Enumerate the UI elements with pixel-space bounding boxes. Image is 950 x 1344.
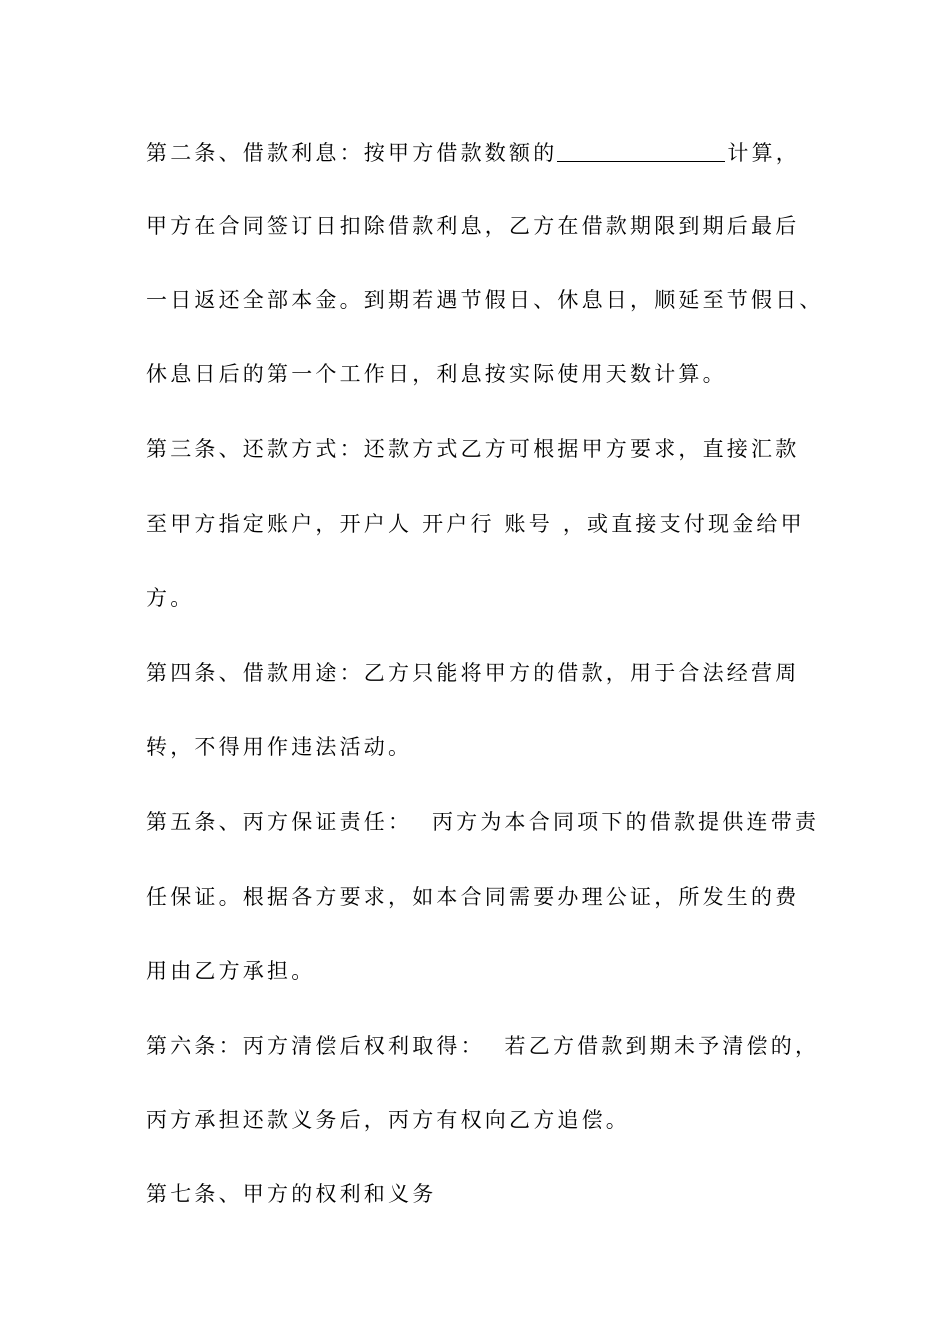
article-2-line-4: 休息日后的第一个工作日，利息按实际使用天数计算。 xyxy=(146,362,727,386)
article-3-line-3: 方。 xyxy=(146,586,195,610)
article-3-line-1: 第三条、还款方式：还款方式乙方可根据甲方要求，直接汇款 xyxy=(146,437,800,461)
article-5-line-3: 用由乙方承担。 xyxy=(146,959,316,983)
article-2-line-3: 一日返还全部本金。到期若遇节假日、休息日，顺延至节假日、 xyxy=(146,288,824,312)
article-4-line-2: 转，不得用作违法活动。 xyxy=(146,735,413,759)
article-3-line-2: 至甲方指定账户，开户人 开户行 账号 ，或直接支付现金给甲 xyxy=(146,512,805,536)
article-6-line-1: 第六条：丙方清偿后权利取得： 若乙方借款到期未予清偿的， xyxy=(146,1034,820,1058)
article-5-line-1: 第五条、丙方保证责任： 丙方为本合同项下的借款提供连带责 xyxy=(146,810,820,834)
article-5-line-2: 任保证。根据各方要求，如本合同需要办理公证，所发生的费 xyxy=(146,885,800,909)
article-6-line-2: 丙方承担还款义务后，丙方有权向乙方追偿。 xyxy=(146,1108,630,1132)
article-2-text-end: 计算， xyxy=(727,141,801,165)
article-2-line-1 xyxy=(146,136,846,170)
interest-rate-blank xyxy=(557,139,725,162)
article-4-line-1: 第四条、借款用途：乙方只能将甲方的借款，用于合法经营周 xyxy=(146,661,800,685)
article-2-text-start: 第二条、借款利息：按甲方借款数额的 xyxy=(146,141,558,165)
article-7-heading: 第七条、甲方的权利和义务 xyxy=(146,1182,437,1206)
article-2-line-2: 甲方在合同签订日扣除借款利息，乙方在借款期限到期后最后 xyxy=(146,214,800,238)
